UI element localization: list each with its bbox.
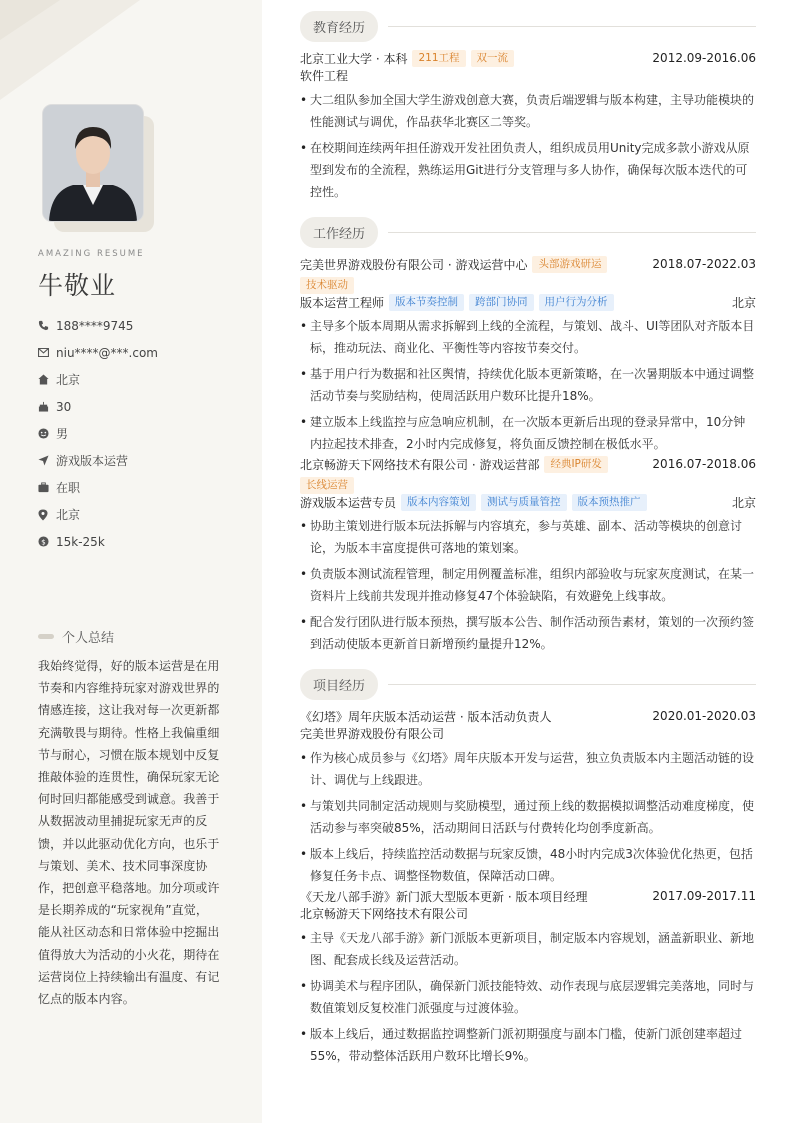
phone-text: 188****9745 bbox=[56, 318, 134, 333]
date: 2016.07-2018.06 bbox=[652, 457, 756, 471]
bullet: • 版本上线后，通过数据监控调整新门派初期强度与副本门槛，使新门派创建率超过55%，带动整体活跃用户数环比增长9%。 bbox=[300, 1023, 756, 1067]
projects-heading bbox=[300, 669, 756, 700]
salary-text: 15k-25k bbox=[56, 534, 105, 549]
gender-text: 男 bbox=[56, 427, 69, 441]
tag: 跨部门协同 bbox=[469, 294, 534, 311]
bullet: • 作为核心成员参与《幻塔》周年庆版本开发与运营，独立负责版本内主题活动链的设计、调优与上线跟进。 bbox=[300, 747, 756, 791]
tag: 版本内容策划 bbox=[401, 494, 476, 511]
sidebar bbox=[0, 0, 262, 1123]
location-icon bbox=[38, 509, 56, 521]
person-name: 牛敬业 bbox=[38, 271, 117, 300]
summary-heading bbox=[38, 627, 114, 646]
info-location bbox=[38, 501, 158, 528]
summary-title: 个人总结 bbox=[62, 631, 115, 646]
bullet: • 负责版本测试流程管理，制定用例覆盖标准，组织内部验收与玩家灰度测试，在某一资料片上线前共发现并推动修复47个体验缺陷，有效避免上线事故。 bbox=[300, 563, 756, 607]
tag: 长线运营 bbox=[300, 477, 354, 494]
tag: 经典IP研发 bbox=[544, 456, 607, 473]
age-text: 30 bbox=[56, 399, 72, 414]
info-home bbox=[38, 366, 158, 393]
date: 2012.09-2016.06 bbox=[652, 51, 756, 65]
brand-label: AMAZING RESUME bbox=[38, 249, 145, 259]
info-phone bbox=[38, 312, 158, 339]
bullet: • 协助主策划进行版本玩法拆解与内容填充，参与英雄、副本、活动等模块的创意讨论，为版本丰富度提供可落地的策划案。 bbox=[300, 515, 756, 559]
contact-info bbox=[38, 312, 158, 555]
work-heading bbox=[300, 217, 756, 248]
bullet: • 协调美术与程序团队，确保新门派技能特效、动作表现与底层逻辑完美落地，同时与数值策划反复校准门派强度与过渡体验。 bbox=[300, 975, 756, 1019]
education-heading bbox=[300, 11, 756, 42]
bullet: • 在校期间连续两年担任游戏开发社团负责人，组织成员用Unity完成多款小游戏从原型到发布的全流程，熟练运用Git进行分支管理与多人协作，确保每次版本迭代的可控性。 bbox=[300, 137, 756, 203]
job-entry bbox=[300, 255, 756, 455]
city: 北京 bbox=[731, 495, 756, 510]
info-target-job bbox=[38, 447, 158, 474]
info-age bbox=[38, 393, 158, 420]
bullet: • 配合发行团队进行版本预热，撰写版本公告、制作活动预告素材，策划的一次预约签到活动使版本更新首日新增预约量提升12%。 bbox=[300, 611, 756, 655]
tag: 测试与质量管控 bbox=[481, 494, 567, 511]
bullet: • 与策划共同制定活动规则与奖励模型，通过预上线的数据模拟调整活动难度梯度，使活动参与率突破85%，活动期间日活跃与付费转化均创季度新高。 bbox=[300, 795, 756, 839]
company-name: 完美世界游戏股份有限公司 · 游戏运营中心 bbox=[300, 257, 528, 272]
tag: 头部游戏研运 bbox=[532, 256, 607, 273]
role: 版本运营工程师 bbox=[300, 295, 385, 310]
tag: 双一流 bbox=[471, 50, 515, 67]
bullet: • 基于用户行为数据和社区舆情，持续优化版本更新策略，在一次暑期版本中通过调整活动节奏与奖励结构，使周活跃用户数环比提升18%。 bbox=[300, 363, 756, 407]
project-company: 北京畅游天下网络技术有限公司 bbox=[300, 907, 469, 921]
briefcase-icon bbox=[38, 482, 56, 493]
info-gender bbox=[38, 420, 158, 447]
info-email bbox=[38, 339, 158, 366]
job-text: 游戏版本运营 bbox=[56, 454, 129, 468]
email-text: niu****@***.com bbox=[56, 345, 158, 360]
project-entry bbox=[300, 887, 756, 1067]
role: 游戏版本运营专员 bbox=[300, 495, 397, 510]
home-text: 北京 bbox=[56, 373, 81, 387]
gender-icon bbox=[38, 428, 56, 439]
bullet: • 版本上线后，持续监控活动数据与玩家反馈，48小时内完成3次体验优化热更，包括修复任务卡点、调整怪物数值，保障活动口碑。 bbox=[300, 843, 756, 887]
section-title: 项目经历 bbox=[300, 669, 378, 700]
tag: 用户行为分析 bbox=[539, 294, 614, 311]
project-company: 完美世界游戏股份有限公司 bbox=[300, 727, 445, 741]
job-entry bbox=[300, 455, 756, 655]
cake-icon bbox=[38, 401, 56, 412]
school-name: 北京工业大学 · 本科 bbox=[300, 51, 408, 66]
salary-icon bbox=[38, 536, 56, 547]
date: 2017.09-2017.11 bbox=[652, 889, 756, 903]
project-entry bbox=[300, 707, 756, 887]
city: 北京 bbox=[731, 295, 756, 310]
major: 软件工程 bbox=[300, 69, 349, 83]
tag: 版本预热推广 bbox=[572, 494, 647, 511]
bullet: • 主导多个版本周期从需求拆解到上线的全流程，与策划、战斗、UI等团队对齐版本目标，推动玩法、商业化、平衡性等内容按节奏交付。 bbox=[300, 315, 756, 359]
tag: 版本节奏控制 bbox=[389, 294, 464, 311]
bullet: • 主导《天龙八部手游》新门派版本更新项目，制定版本内容规划，涵盖新职业、新地图、配套成长线及运营活动。 bbox=[300, 927, 756, 971]
info-status bbox=[38, 474, 158, 501]
corner-decoration bbox=[0, 0, 262, 120]
summary-text: 我始终觉得，好的版本运营是在用节奏和内容维持玩家对游戏世界的情感连接，这让我对每一次更新都充满敬畏与期待。性格上我偏重细节与耐心，习惯在版本规划中反复推敲体验的连贯性，确保玩家无论何时回归都能感受到诚意。我善于从数据波动里捕捉玩家无声的反馈，并以此驱动优化方向，也乐于与策划、美术、技术同事深度协作，把创意平稳落地。加分项或许是长期养成的“玩家视角”直觉，能从社区动态和日常体验中挖掘出值得放大为活动的小火花，期待在运营岗位上持续输出有温度、有记忆点的版本内容。 bbox=[38, 659, 220, 1007]
location-text: 北京 bbox=[56, 508, 81, 522]
bullet: • 建立版本上线监控与应急响应机制，在一次版本更新后出现的登录异常中，10分钟内拉起技术排查，2小时内完成修复，将负面反馈控制在极低水平。 bbox=[300, 411, 756, 455]
date: 2020.01-2020.03 bbox=[652, 709, 756, 723]
tag: 211工程 bbox=[412, 50, 465, 67]
tag: 技术驱动 bbox=[300, 277, 354, 294]
home-icon bbox=[38, 374, 56, 385]
status-text: 在职 bbox=[56, 481, 81, 495]
section-title: 工作经历 bbox=[300, 217, 378, 248]
project-name: 《幻塔》周年庆版本活动运营 · 版本活动负责人 bbox=[300, 709, 552, 724]
section-title: 教育经历 bbox=[300, 11, 378, 42]
send-icon bbox=[38, 455, 56, 466]
bullet: • 大二组队参加全国大学生游戏创意大赛，负责后端逻辑与版本构建，主导功能模块的性能测试与调优，作品获华北赛区二等奖。 bbox=[300, 89, 756, 133]
phone-icon bbox=[38, 320, 56, 331]
email-icon bbox=[38, 348, 56, 357]
education-entry bbox=[300, 49, 756, 203]
info-salary bbox=[38, 528, 158, 555]
project-name: 《天龙八部手游》新门派大型版本更新 · 版本项目经理 bbox=[300, 889, 588, 904]
company-name: 北京畅游天下网络技术有限公司 · 游戏运营部 bbox=[300, 457, 540, 472]
date: 2018.07-2022.03 bbox=[652, 257, 756, 271]
svg-text:$: $ bbox=[41, 537, 46, 547]
